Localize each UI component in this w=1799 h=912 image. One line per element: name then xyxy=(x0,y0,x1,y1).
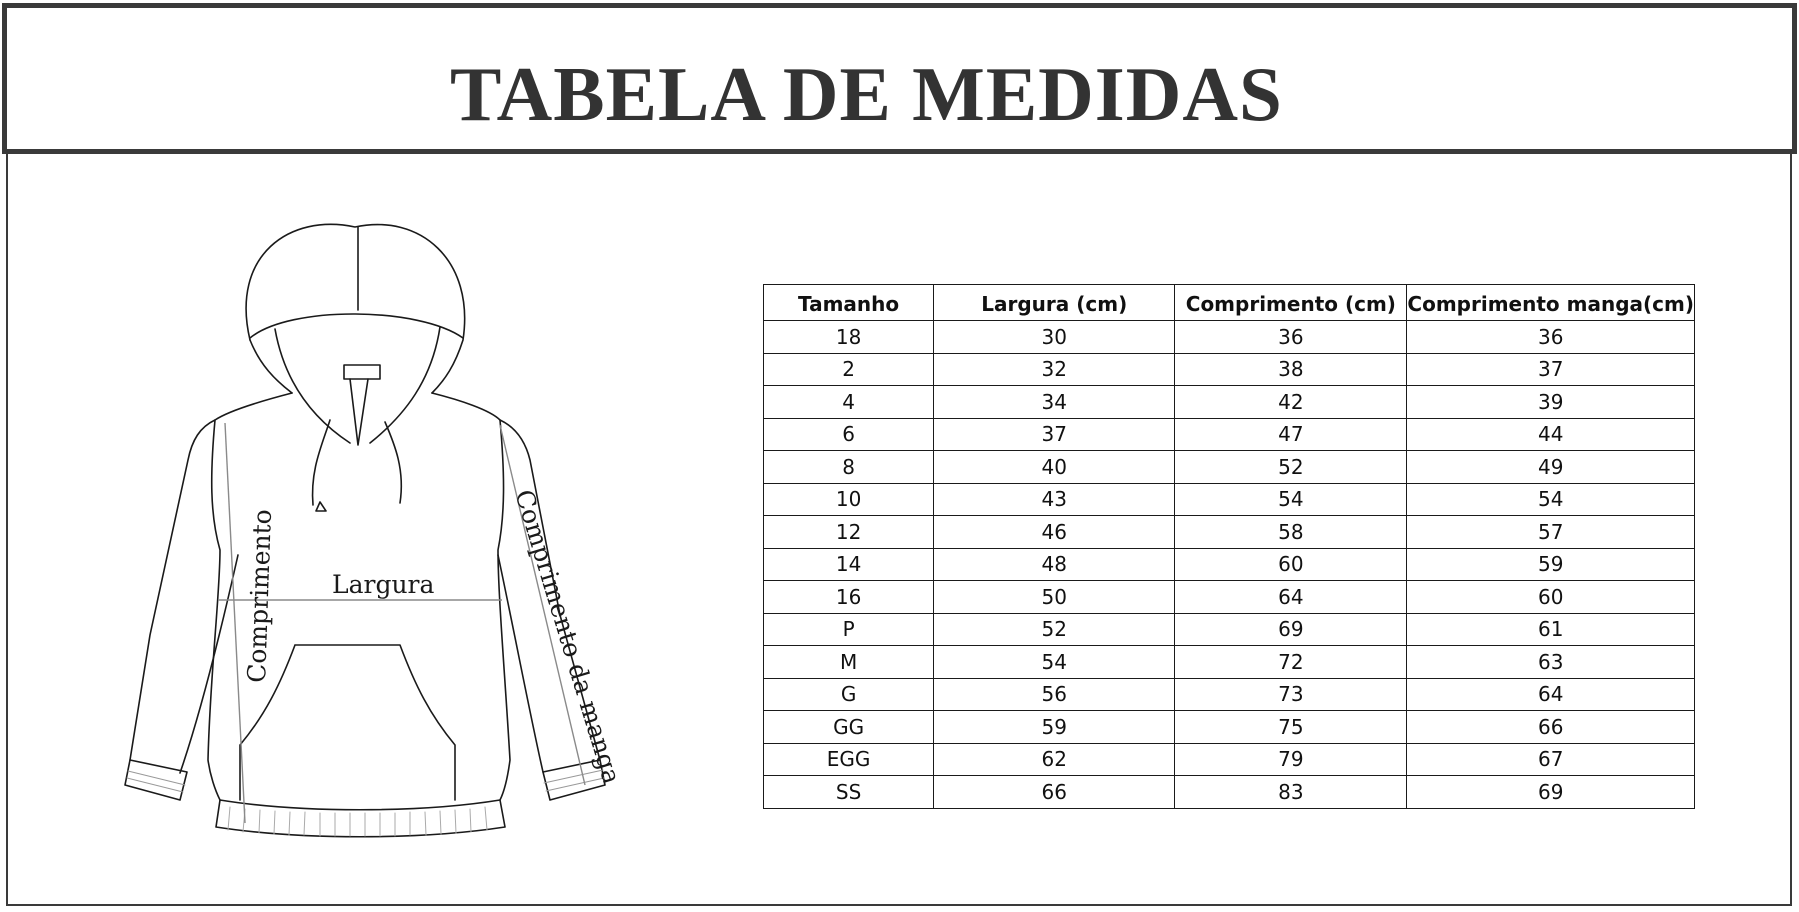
cell-size: 16 xyxy=(764,581,934,614)
cell-width: 56 xyxy=(934,678,1175,711)
table-row xyxy=(764,581,1695,614)
cell-width: 46 xyxy=(934,516,1175,549)
cell-size: 10 xyxy=(764,483,934,516)
table-row xyxy=(764,776,1695,809)
cell-length: 36 xyxy=(1175,321,1407,354)
cell-width: 34 xyxy=(934,386,1175,419)
cell-length: 47 xyxy=(1175,418,1407,451)
cell-length: 69 xyxy=(1175,613,1407,646)
cell-width: 50 xyxy=(934,581,1175,614)
cell-length: 75 xyxy=(1175,711,1407,744)
cell-length: 58 xyxy=(1175,516,1407,549)
cell-width: 43 xyxy=(934,483,1175,516)
cell-size: 14 xyxy=(764,548,934,581)
cell-sleeve: 37 xyxy=(1407,353,1695,386)
cell-sleeve: 36 xyxy=(1407,321,1695,354)
cell-sleeve: 63 xyxy=(1407,646,1695,679)
cell-size: GG xyxy=(764,711,934,744)
cell-length: 72 xyxy=(1175,646,1407,679)
table-row xyxy=(764,646,1695,679)
cell-width: 32 xyxy=(934,353,1175,386)
cell-size: 2 xyxy=(764,353,934,386)
header-comprimento: Comprimento (cm) xyxy=(1175,285,1407,321)
cell-sleeve: 64 xyxy=(1407,678,1695,711)
table-row xyxy=(764,613,1695,646)
cell-sleeve: 39 xyxy=(1407,386,1695,419)
cell-width: 52 xyxy=(934,613,1175,646)
cell-length: 79 xyxy=(1175,743,1407,776)
cell-width: 48 xyxy=(934,548,1175,581)
length-guide xyxy=(225,423,245,823)
cell-width: 30 xyxy=(934,321,1175,354)
table-row xyxy=(764,678,1695,711)
cell-size: P xyxy=(764,613,934,646)
cell-sleeve: 60 xyxy=(1407,581,1695,614)
cell-width: 54 xyxy=(934,646,1175,679)
cell-sleeve: 44 xyxy=(1407,418,1695,451)
cell-sleeve: 67 xyxy=(1407,743,1695,776)
header-tamanho: Tamanho xyxy=(764,285,934,321)
table-row xyxy=(764,353,1695,386)
cell-size: 6 xyxy=(764,418,934,451)
cell-length: 83 xyxy=(1175,776,1407,809)
cell-sleeve: 61 xyxy=(1407,613,1695,646)
page-title: TABELA DE MEDIDAS xyxy=(450,51,1283,137)
table-row xyxy=(764,711,1695,744)
cell-sleeve: 57 xyxy=(1407,516,1695,549)
table-row xyxy=(764,516,1695,549)
kangaroo-pocket xyxy=(240,645,455,800)
cell-size: 8 xyxy=(764,451,934,484)
cell-sleeve: 54 xyxy=(1407,483,1695,516)
cell-length: 38 xyxy=(1175,353,1407,386)
cell-size: 18 xyxy=(764,321,934,354)
header-largura: Largura (cm) xyxy=(934,285,1175,321)
comprimento-label: Comprimento xyxy=(242,508,278,684)
cell-sleeve: 69 xyxy=(1407,776,1695,809)
cell-length: 42 xyxy=(1175,386,1407,419)
cell-size: G xyxy=(764,678,934,711)
table-header-row xyxy=(764,285,1695,321)
hoodie-diagram xyxy=(60,215,660,845)
cell-size: SS xyxy=(764,776,934,809)
cell-length: 64 xyxy=(1175,581,1407,614)
table-row xyxy=(764,386,1695,419)
cell-length: 60 xyxy=(1175,548,1407,581)
cell-length: 73 xyxy=(1175,678,1407,711)
cell-width: 37 xyxy=(934,418,1175,451)
cell-width: 62 xyxy=(934,743,1175,776)
cell-length: 52 xyxy=(1175,451,1407,484)
table-row xyxy=(764,321,1695,354)
cell-sleeve: 59 xyxy=(1407,548,1695,581)
cell-size: 4 xyxy=(764,386,934,419)
largura-label: Largura xyxy=(332,570,435,599)
cell-sleeve: 66 xyxy=(1407,711,1695,744)
table-row xyxy=(764,418,1695,451)
cell-width: 59 xyxy=(934,711,1175,744)
hoodie-drawing xyxy=(60,215,660,845)
table-row xyxy=(764,743,1695,776)
table-row xyxy=(764,451,1695,484)
table-body xyxy=(764,321,1695,809)
table-row xyxy=(764,548,1695,581)
cell-sleeve: 49 xyxy=(1407,451,1695,484)
size-table xyxy=(763,284,1695,809)
cell-width: 66 xyxy=(934,776,1175,809)
manga-label: Comprimento da manga xyxy=(509,486,627,788)
table-row xyxy=(764,483,1695,516)
cell-size: EGG xyxy=(764,743,934,776)
cell-width: 40 xyxy=(934,451,1175,484)
cell-length: 54 xyxy=(1175,483,1407,516)
cell-size: 12 xyxy=(764,516,934,549)
header-comprimento-manga: Comprimento manga(cm) xyxy=(1407,285,1695,321)
cell-size: M xyxy=(764,646,934,679)
